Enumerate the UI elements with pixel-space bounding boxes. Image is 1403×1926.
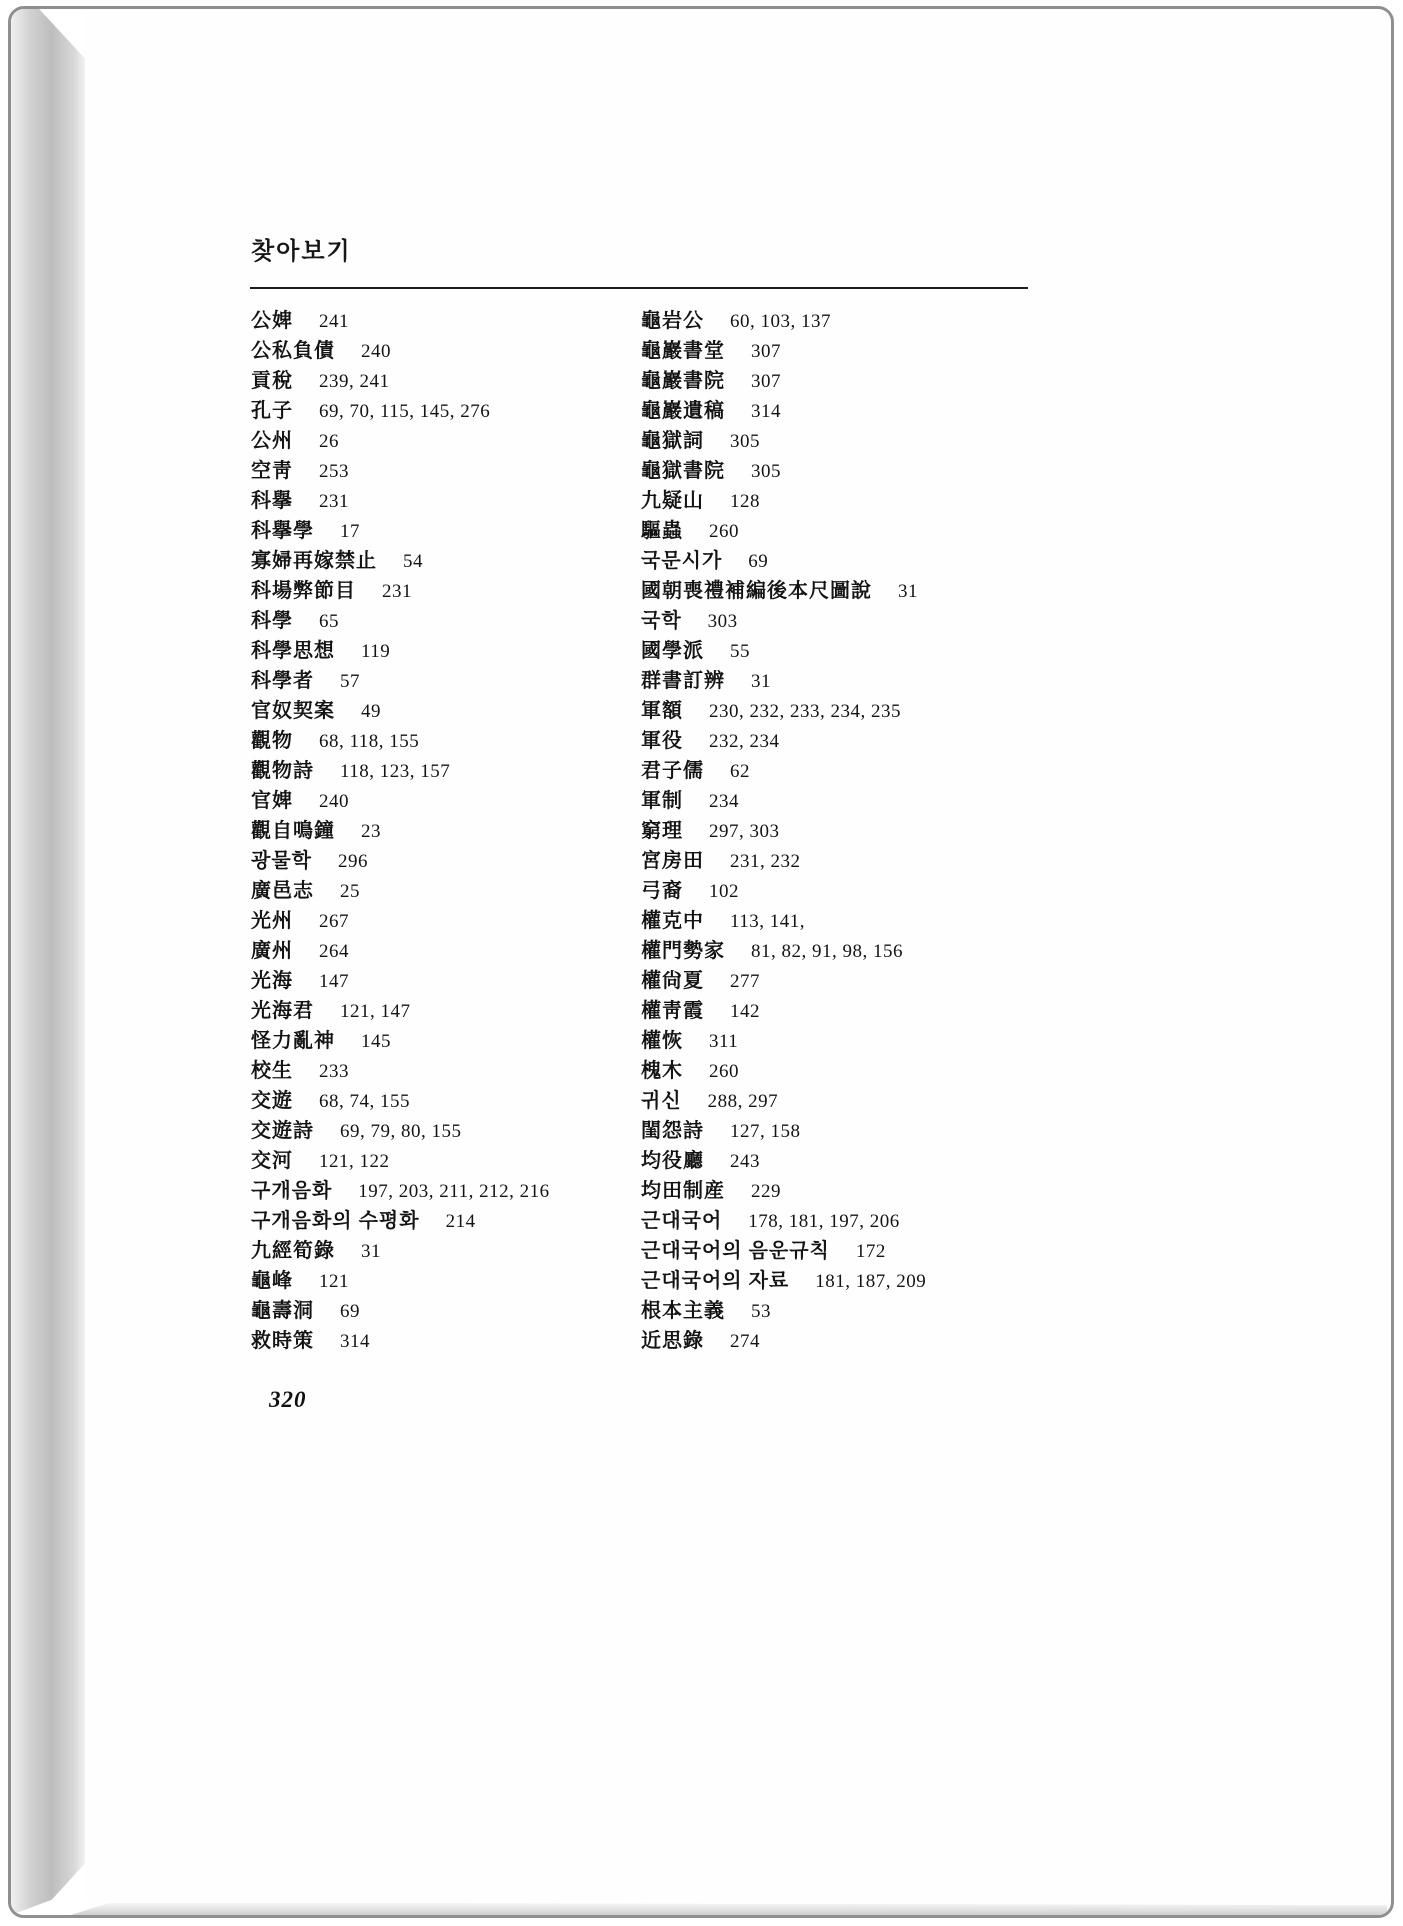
index-entry [641,666,1201,696]
entry-term: 科學者 [251,670,314,692]
entry-term: 怪力亂神 [251,1030,335,1052]
entry-term: 貢稅 [251,370,293,392]
index-entry [641,516,1201,546]
entry-term: 科學 [251,610,293,632]
entry-pages: 311 [709,1031,739,1052]
entry-pages: 274 [730,1331,760,1352]
entry-pages: 267 [319,911,349,932]
entry-term: 근대국어의 음운규칙 [641,1240,830,1262]
index-entry [641,1086,1201,1116]
entry-term: 國學派 [641,640,704,662]
entry-term: 觀物詩 [251,760,314,782]
entry-term: 廣州 [251,940,293,962]
entry-pages: 113, 141, [730,911,806,932]
entry-pages: 49 [361,701,381,722]
index-entry [641,1176,1201,1206]
entry-term: 權尙夏 [641,970,704,992]
entry-term: 科擧學 [251,520,314,542]
entry-pages: 240 [361,341,391,362]
entry-pages: 240 [319,791,349,812]
entry-pages: 55 [730,641,750,662]
entry-term: 九經筍錄 [251,1240,335,1262]
entry-pages: 264 [319,941,349,962]
index-entry [251,876,631,906]
index-entry [251,456,631,486]
index-entry [251,1056,631,1086]
entry-pages: 260 [709,521,739,542]
index-entry [251,546,631,576]
entry-term: 光海 [251,970,293,992]
entry-pages: 296 [337,851,368,872]
entry-term: 軍制 [641,790,683,812]
index-entry [641,576,1201,606]
entry-pages: 81, 82, 91, 98, 156 [751,941,903,962]
entry-pages: 197, 203, 211, 212, 216 [358,1181,550,1202]
index-entry [251,366,631,396]
entry-pages: 142 [730,1001,760,1022]
entry-pages: 25 [340,881,360,902]
entry-pages: 57 [340,671,360,692]
entry-pages: 145 [361,1031,391,1052]
entry-pages: 234 [709,791,739,812]
entry-pages: 119 [361,641,391,662]
entry-pages: 69, 79, 80, 155 [340,1121,462,1142]
entry-term: 光州 [251,910,293,932]
entry-term: 閨怨詩 [641,1120,704,1142]
entry-term: 根本主義 [641,1300,725,1322]
header-divider [250,287,1028,289]
entry-term: 均田制産 [641,1180,725,1202]
entry-term: 근대국어의 자료 [641,1270,790,1292]
index-entry [641,486,1201,516]
entry-term: 校生 [251,1060,293,1082]
entry-term: 權靑霞 [641,1000,704,1022]
index-entry [251,1176,631,1206]
entry-pages: 121 [319,1271,349,1292]
entry-term: 국문시가 [641,550,723,572]
entry-pages: 31 [751,671,771,692]
index-entry [251,606,631,636]
index-entry [641,846,1201,876]
entry-pages: 277 [730,971,760,992]
index-entry [641,1116,1201,1146]
entry-term: 軍額 [641,700,683,722]
entry-term: 槐木 [641,1060,683,1082]
entry-pages: 31 [361,1241,381,1262]
entry-pages: 118, 123, 157 [340,761,451,782]
entry-term: 軍役 [641,730,683,752]
entry-pages: 62 [730,761,750,782]
entry-pages: 233 [319,1061,349,1082]
entry-pages: 128 [730,491,760,512]
index-entry [641,366,1201,396]
index-entry [641,876,1201,906]
entry-pages: 214 [445,1211,476,1232]
entry-pages: 305 [751,461,781,482]
entry-term: 구개음화의 수평화 [251,1210,420,1232]
entry-pages: 147 [319,971,349,992]
index-entry [641,1266,1201,1296]
entry-pages: 231 [319,491,349,512]
entry-term: 光海君 [251,1000,314,1022]
entry-pages: 26 [319,431,339,452]
entry-pages: 288, 297 [707,1091,779,1112]
entry-pages: 69 [748,551,769,572]
entry-pages: 121, 147 [340,1001,411,1022]
index-entry [251,1086,631,1116]
entry-term: 광물학 [251,850,312,872]
book-page-edge-bottom [71,1901,1387,1915]
entry-pages: 68, 118, 155 [319,731,420,752]
entry-term: 權門勢家 [641,940,725,962]
entry-term: 龜獄詞 [641,430,704,452]
index-entry [641,396,1201,426]
index-entry [251,906,631,936]
index-entry [641,996,1201,1026]
entry-pages: 243 [730,1151,760,1172]
index-entry [641,306,1201,336]
index-entry [251,636,631,666]
index-entry [251,1296,631,1326]
entry-pages: 232, 234 [709,731,780,752]
entry-pages: 65 [319,611,339,632]
entry-term: 龜岩公 [641,310,704,332]
index-entry [251,1146,631,1176]
entry-term: 窮理 [641,820,683,842]
index-entry [251,1236,631,1266]
entry-pages: 229 [751,1181,781,1202]
entry-term: 公州 [251,430,293,452]
entry-pages: 231 [382,581,412,602]
entry-pages: 121, 122 [319,1151,390,1172]
entry-pages: 23 [361,821,381,842]
index-entry [251,666,631,696]
entry-term: 孔子 [251,400,293,422]
entry-pages: 230, 232, 233, 234, 235 [709,701,901,722]
entry-pages: 69, 70, 115, 145, 276 [319,401,491,422]
entry-term: 權克中 [641,910,704,932]
entry-term: 龜獄書院 [641,460,725,482]
entry-term: 交遊詩 [251,1120,314,1142]
index-entry [251,846,631,876]
entry-pages: 314 [340,1331,370,1352]
entry-term: 官婢 [251,790,293,812]
index-column-right [641,306,1201,1356]
entry-pages: 60, 103, 137 [730,311,831,332]
page-title: 찾아보기 [251,238,352,265]
entry-pages: 178, 181, 197, 206 [748,1211,900,1232]
entry-term: 救時策 [251,1330,314,1352]
entry-term: 九疑山 [641,490,704,512]
index-entry [641,456,1201,486]
entry-pages: 241 [319,311,349,332]
entry-pages: 181, 187, 209 [815,1271,927,1292]
index-entry [251,936,631,966]
index-entry [641,1326,1201,1356]
index-entry [641,786,1201,816]
entry-term: 龜壽洞 [251,1300,314,1322]
entry-term: 權恢 [641,1030,683,1052]
entry-pages: 172 [855,1241,886,1262]
page-number: 320 [269,1387,307,1412]
entry-term: 國朝喪禮補編後本尺圖說 [641,580,872,602]
index-entry [641,426,1201,456]
entry-pages: 260 [709,1061,739,1082]
index-entry [641,936,1201,966]
entry-term: 국학 [641,610,682,632]
entry-term: 寡婦再嫁禁止 [251,550,377,572]
entry-pages: 127, 158 [730,1121,801,1142]
entry-term: 觀自鳴鐘 [251,820,335,842]
index-entry [251,1116,631,1146]
entry-term: 龜巖書堂 [641,340,725,362]
index-entry [641,816,1201,846]
entry-term: 科學思想 [251,640,335,662]
index-entry [251,1026,631,1056]
entry-pages: 31 [898,581,918,602]
index-entry [251,996,631,1026]
entry-pages: 239, 241 [319,371,390,392]
index-entry [641,756,1201,786]
entry-term: 귀신 [641,1090,682,1112]
entry-term: 近思錄 [641,1330,704,1352]
index-entry [251,306,631,336]
index-entry [641,636,1201,666]
index-entry [251,756,631,786]
entry-pages: 297, 303 [709,821,780,842]
entry-term: 官奴契案 [251,700,335,722]
entry-pages: 17 [340,521,360,542]
index-entry [641,906,1201,936]
entry-term: 公私負債 [251,340,335,362]
entry-term: 弓裔 [641,880,683,902]
index-entry [251,696,631,726]
index-entry [251,486,631,516]
entry-term: 科擧 [251,490,293,512]
entry-term: 驅蟲 [641,520,683,542]
entry-term: 구개음화 [251,1180,333,1202]
index-entry [641,1026,1201,1056]
entry-term: 均役廳 [641,1150,704,1172]
entry-pages: 253 [319,461,349,482]
entry-term: 群書訂辨 [641,670,725,692]
entry-pages: 314 [751,401,781,422]
index-entry [251,396,631,426]
index-entry [251,516,631,546]
index-entry [251,336,631,366]
index-entry [641,1296,1201,1326]
index-entry [641,966,1201,996]
entry-pages: 102 [709,881,739,902]
book-page-scan [8,6,1394,1918]
index-entry [251,816,631,846]
entry-pages: 53 [751,1301,771,1322]
index-entry [641,1206,1201,1236]
index-entry [641,336,1201,366]
index-entry [641,696,1201,726]
entry-term: 廣邑志 [251,880,314,902]
entry-pages: 303 [707,611,738,632]
index-entry [251,576,631,606]
index-entry [251,1206,631,1236]
index-entry [641,726,1201,756]
index-entry [641,1146,1201,1176]
entry-pages: 305 [730,431,760,452]
entry-term: 龜巖遺稿 [641,400,725,422]
index-entry [251,1326,631,1356]
entry-pages: 69 [340,1301,360,1322]
entry-term: 觀物 [251,730,293,752]
entry-term: 龜峰 [251,1270,293,1292]
index-entry [251,966,631,996]
index-entry [251,426,631,456]
entry-term: 交遊 [251,1090,293,1112]
index-entry [641,546,1201,576]
index-entry [641,1056,1201,1086]
entry-pages: 54 [403,551,423,572]
entry-term: 空靑 [251,460,293,482]
entry-term: 科場弊節目 [251,580,356,602]
entry-pages: 307 [751,371,781,392]
entry-term: 근대국어 [641,1210,723,1232]
index-entry [641,1236,1201,1266]
entry-term: 公婢 [251,310,293,332]
index-entry [251,726,631,756]
entry-pages: 68, 74, 155 [319,1091,410,1112]
index-entry [251,786,631,816]
index-entry [251,1266,631,1296]
index-entry [641,606,1201,636]
entry-term: 交河 [251,1150,293,1172]
entry-term: 宮房田 [641,850,704,872]
entry-term: 君子儒 [641,760,704,782]
entry-pages: 231, 232 [730,851,801,872]
index-column-left [251,306,631,1356]
entry-term: 龜巖書院 [641,370,725,392]
entry-pages: 307 [751,341,781,362]
book-page-edge-left [11,9,85,1915]
